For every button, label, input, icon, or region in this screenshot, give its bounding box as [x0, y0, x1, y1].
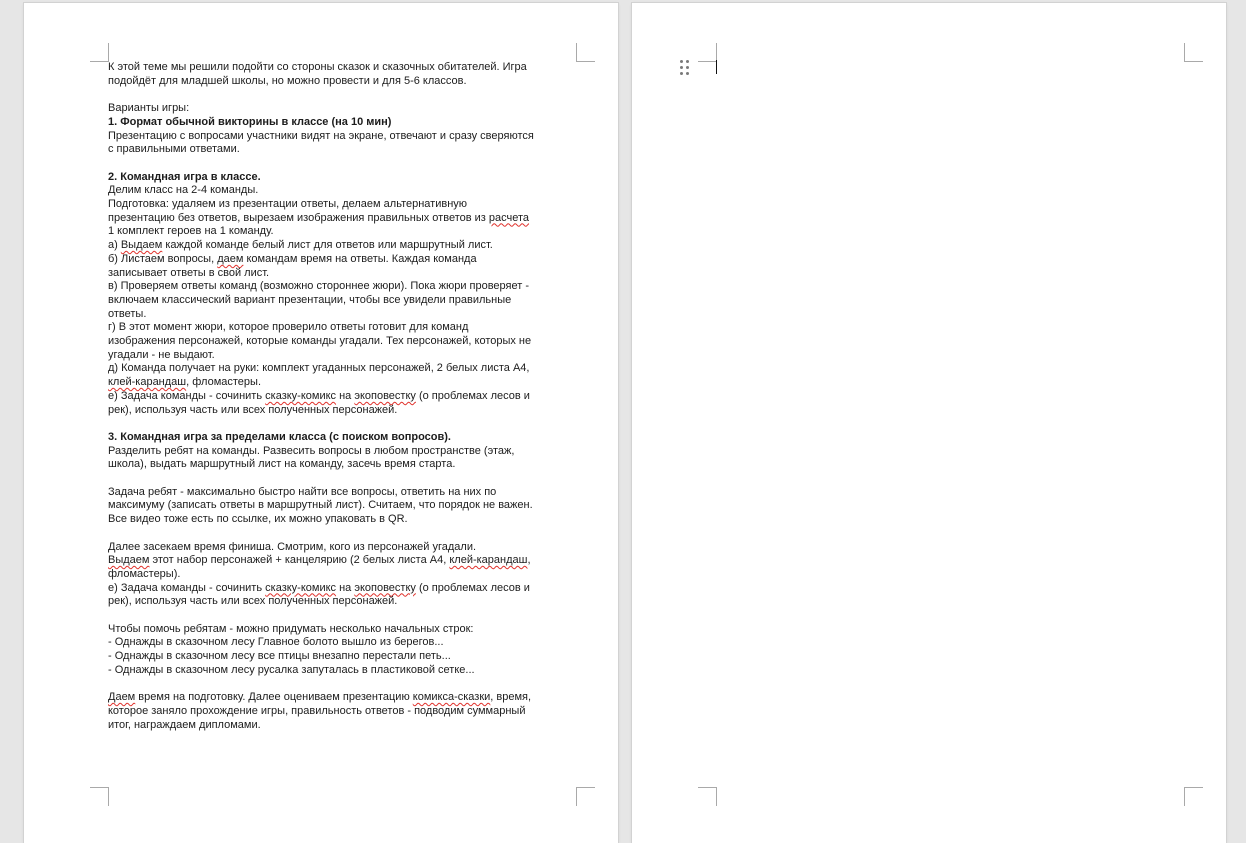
crop-mark-bottom-left	[698, 787, 717, 806]
text-line	[108, 650, 580, 664]
crop-mark-bottom-right	[576, 787, 595, 806]
text-run: в) Проверяем ответы команд (возможно стороннее жюри). Пока жюри проверяет -	[108, 280, 530, 293]
text-line	[108, 486, 580, 500]
text-run: , время,	[490, 691, 532, 704]
text-run: школа), выдать маршрутный лист на команду, засечь время старта.	[108, 458, 456, 471]
text-run: е) Задача команды - сочинить	[108, 389, 266, 402]
text-run: е) Задача команды - сочинить	[108, 581, 266, 594]
text-line	[108, 636, 580, 650]
text-line	[108, 404, 580, 418]
text-line	[108, 335, 580, 349]
text-run: записывает ответы в свой лист.	[108, 266, 270, 279]
text-run: Презентацию с вопросами участники видят на экране, отвечают и сразу сверяются	[108, 129, 534, 142]
text-line	[108, 280, 580, 294]
bold-text-run: 2. Командная игра в классе.	[108, 170, 261, 183]
text-run: на	[336, 581, 355, 594]
text-line	[108, 116, 580, 130]
text-run: Подготовка: удаляем из презентации ответы, делаем альтернативную	[108, 198, 468, 210]
text-line	[108, 719, 580, 733]
text-line	[108, 267, 580, 281]
spellcheck-flagged-word: Выдаем	[108, 554, 150, 567]
text-run: Делим класс на 2-4 команды.	[108, 184, 259, 197]
blank-line	[108, 609, 580, 623]
spellcheck-flagged-word: комикса-сказки	[412, 691, 491, 704]
text-run: фломастеры).	[108, 567, 181, 580]
text-run: , фломастеры.	[186, 376, 261, 389]
text-line	[108, 595, 580, 609]
text-run: изображения персонажей, которые команды угадали. Тех персонажей, которых не	[108, 335, 532, 348]
text-run: которое заняло прохождение игры, правильность ответов - подводим суммарный	[108, 704, 526, 717]
text-run: К этой теме мы решили подойти со стороны сказок и сказочных обитателей. Игра	[108, 61, 527, 73]
text-line	[108, 458, 580, 472]
text-run: Чтобы помочь ребятам - можно придумать несколько начальных строк:	[108, 622, 474, 635]
text-line	[108, 171, 580, 185]
text-line	[108, 253, 580, 267]
text-line	[108, 184, 580, 198]
text-line	[108, 239, 580, 253]
spellcheck-flagged-word: экоповестку	[354, 581, 416, 594]
crop-mark-top-right	[576, 43, 595, 62]
text-run: рек), используя часть или всех полученных персонажей.	[108, 403, 398, 416]
text-run: каждой команде белый лист для ответов или маршрутный лист.	[162, 239, 493, 252]
spellcheck-flagged-word: Даем	[108, 691, 136, 704]
text-run: (о проблемах лесов и	[415, 581, 530, 594]
text-run: д) Команда получает на руки: комплект угаданных персонажей, 2 белых листа А4,	[108, 362, 530, 375]
text-run: Задача ребят - максимально быстро найти все вопросы, ответить на них по	[108, 485, 497, 498]
text-run: ,	[527, 554, 531, 567]
text-run: время на подготовку. Далее оцениваем презентацию	[135, 691, 413, 704]
text-line	[108, 705, 580, 719]
blank-line	[108, 157, 580, 171]
crop-mark-top-left	[90, 43, 109, 62]
bold-text-run: 1. Формат обычной викторины в классе (на 10 мин)	[108, 115, 392, 128]
spellcheck-flagged-word: сказку-комикс	[265, 581, 337, 594]
crop-mark-bottom-right	[1184, 787, 1203, 806]
spellcheck-flagged-word: клей-карандаш	[449, 554, 528, 567]
text-line	[108, 623, 580, 637]
blank-line	[108, 88, 580, 102]
text-run: с правильными ответами.	[108, 143, 240, 156]
text-line	[108, 61, 580, 75]
text-line	[108, 568, 580, 582]
text-line	[108, 362, 580, 376]
text-run: ответы.	[108, 307, 147, 320]
text-line	[108, 513, 580, 527]
text-run: - Однажды в сказочном лесу все птицы внезапно перестали петь...	[108, 650, 451, 663]
text-run: угадали - не выдают.	[108, 348, 215, 361]
text-line	[108, 691, 580, 705]
text-run: - Однажды в сказочном лесу русалка запуталась в пластиковой сетке...	[108, 663, 475, 676]
text-line	[108, 664, 580, 678]
crop-mark-top-right	[1184, 43, 1203, 62]
page-1-body-text[interactable]	[108, 61, 580, 732]
text-run: подойдёт для младшей школы, но можно провести и для 5-6 классов.	[108, 74, 467, 87]
text-line	[108, 321, 580, 335]
document-page-2[interactable]	[632, 3, 1226, 843]
text-run: Разделить ребят на команды. Развесить вопросы в любом пространстве (этаж,	[108, 444, 515, 457]
text-run: - Однажды в сказочном лесу Главное болото вышло из берегов...	[108, 636, 444, 649]
text-run: г) В этот момент жюри, которое проверило ответы готовит для команд	[108, 321, 469, 334]
text-cursor	[716, 60, 717, 74]
text-line	[108, 582, 580, 596]
text-run: 1 комплект героев на 1 команду.	[108, 225, 274, 238]
text-line	[108, 445, 580, 459]
text-line	[108, 294, 580, 308]
text-run: на	[336, 389, 355, 402]
text-run: Варианты игры:	[108, 102, 190, 115]
drag-handle-icon[interactable]	[679, 59, 691, 77]
blank-line	[108, 472, 580, 486]
document-page-1[interactable]	[24, 3, 618, 843]
crop-mark-bottom-left	[90, 787, 109, 806]
spellcheck-flagged-word: клей-карандаш	[108, 376, 187, 389]
text-run: командам время на ответы. Каждая команда	[243, 252, 477, 265]
crop-mark-top-left	[698, 43, 717, 62]
text-run: б) Листаем вопросы,	[108, 252, 218, 265]
spellcheck-flagged-word: даем	[217, 252, 244, 265]
text-run: рек), используя часть или всех полученных персонажей.	[108, 595, 398, 608]
text-line	[108, 390, 580, 404]
text-line	[108, 541, 580, 555]
blank-line	[108, 527, 580, 541]
text-run: Все видео тоже есть по ссылке, их можно упаковать в QR.	[108, 513, 408, 526]
text-line	[108, 554, 580, 568]
text-line	[108, 225, 580, 239]
text-run: включаем классический вариант презентации, чтобы все увидели правильные	[108, 293, 512, 306]
text-run: презентацию без ответов, вырезаем изображения правильных ответов из	[108, 211, 489, 224]
text-line	[108, 75, 580, 89]
text-line	[108, 102, 580, 116]
text-line	[108, 499, 580, 513]
text-line	[108, 198, 580, 212]
text-run: максимуму (записать ответы в маршрутный лист). Считаем, что порядок не важен.	[108, 499, 533, 512]
text-run: а)	[108, 239, 121, 252]
spellcheck-flagged-word: сказку-комикс	[265, 389, 337, 402]
text-run: итог, награждаем дипломами.	[108, 718, 261, 731]
text-line	[108, 431, 580, 445]
blank-line	[108, 678, 580, 692]
text-run: Далее засекаем время финиша. Смотрим, кого из персонажей угадали.	[108, 540, 477, 553]
spellcheck-flagged-word: расчета	[488, 211, 530, 224]
text-line	[108, 349, 580, 363]
text-run: (о проблемах лесов и	[415, 389, 530, 402]
text-line	[108, 308, 580, 322]
blank-line	[108, 417, 580, 431]
text-run: этот набор персонажей + канцелярию (2 белых листа А4,	[149, 554, 450, 567]
text-line	[108, 143, 580, 157]
text-line	[108, 376, 580, 390]
text-line	[108, 130, 580, 144]
spellcheck-flagged-word: Выдаем	[120, 239, 163, 252]
bold-text-run: 3. Командная игра за пределами класса (с поиском вопросов).	[108, 430, 451, 443]
text-line	[108, 212, 580, 226]
spellcheck-flagged-word: экоповестку	[354, 389, 416, 402]
